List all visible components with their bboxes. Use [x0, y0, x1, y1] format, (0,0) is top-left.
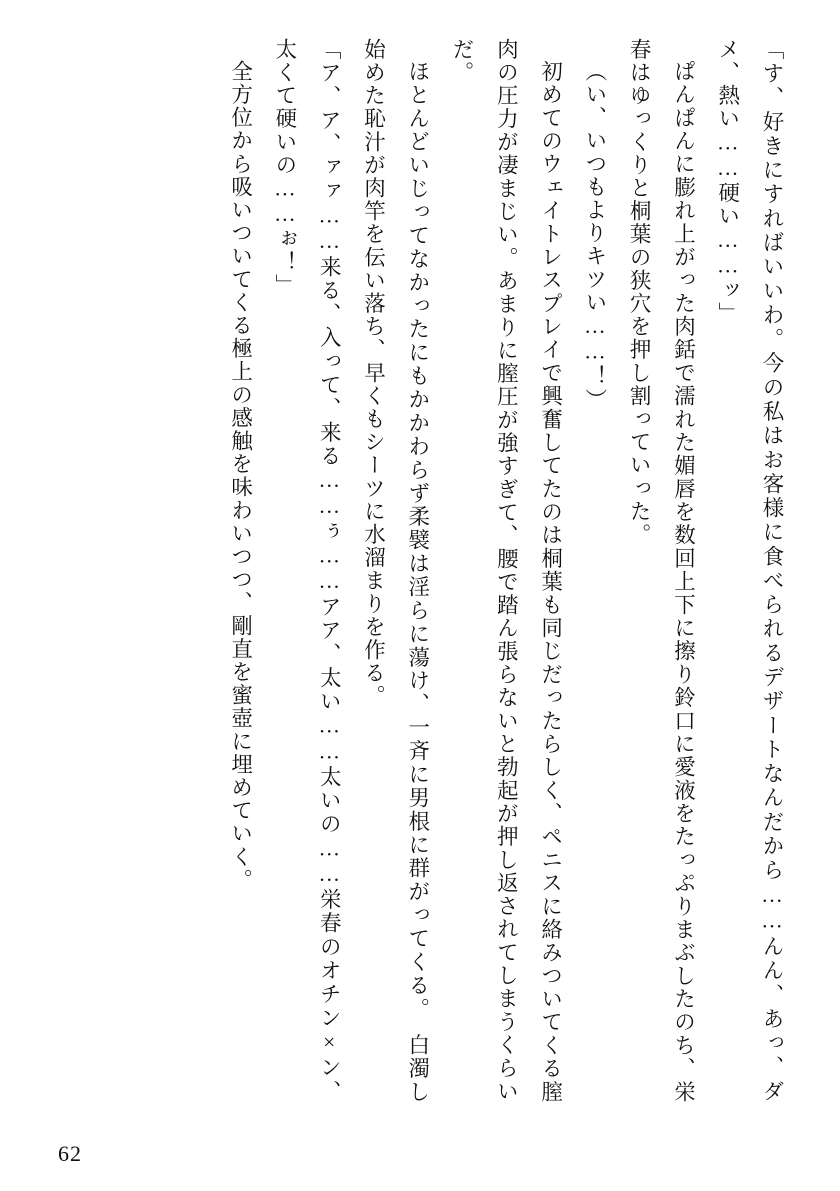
paragraph-3: （い、いつもよりキツい……！）: [582, 59, 607, 411]
paragraph-7: 全方位から吸いついてくる極上の感触を味わいつつ、剛直を蜜壺に埋めていく。: [228, 59, 253, 892]
paragraph-1: 「す、好きにすればいいわ。今の私はお客様に食べられるデザートなんだから……んん、あっ、ダメ、熱い……硬い……ッ」: [715, 38, 784, 1103]
paragraph-4: 初めてのウェイトレスプレイで興奮してたのは桐葉も同じだったらしく、ペニスに絡みついてくる膣肉の圧力が凄まじい。あまりに膣圧が強すぎて、腰で踏ん張らないと勃起が押し返されてしまうくらいだ。: [450, 38, 563, 1103]
paragraph-2: ぱんぱんに膨れ上がった肉銛で濡れた媚唇を数回上下に擦り鈴口に愛液をたっぷりまぶしたのち、栄春はゆっくりと桐葉の狭穴を押し割っていった。: [627, 38, 696, 1103]
page-number: 62: [58, 1141, 82, 1166]
paragraph-6: 「ア、ア、ァァ……来る、入って、来る……ぅ……アア、太い……太いの……栄春のオチン×ン、太くて硬いの……ぉ！」: [272, 38, 342, 1103]
paragraph-5: ほとんどいじってなかったにもかかわらず柔襞は淫らに蕩け、一斉に男根に群がってくる。 白濁し始めた恥汁が肉竿を伝い落ち、早くもシーツに水溜まりを作る。: [361, 38, 430, 1103]
vertical-text-body: [70, 38, 794, 1103]
